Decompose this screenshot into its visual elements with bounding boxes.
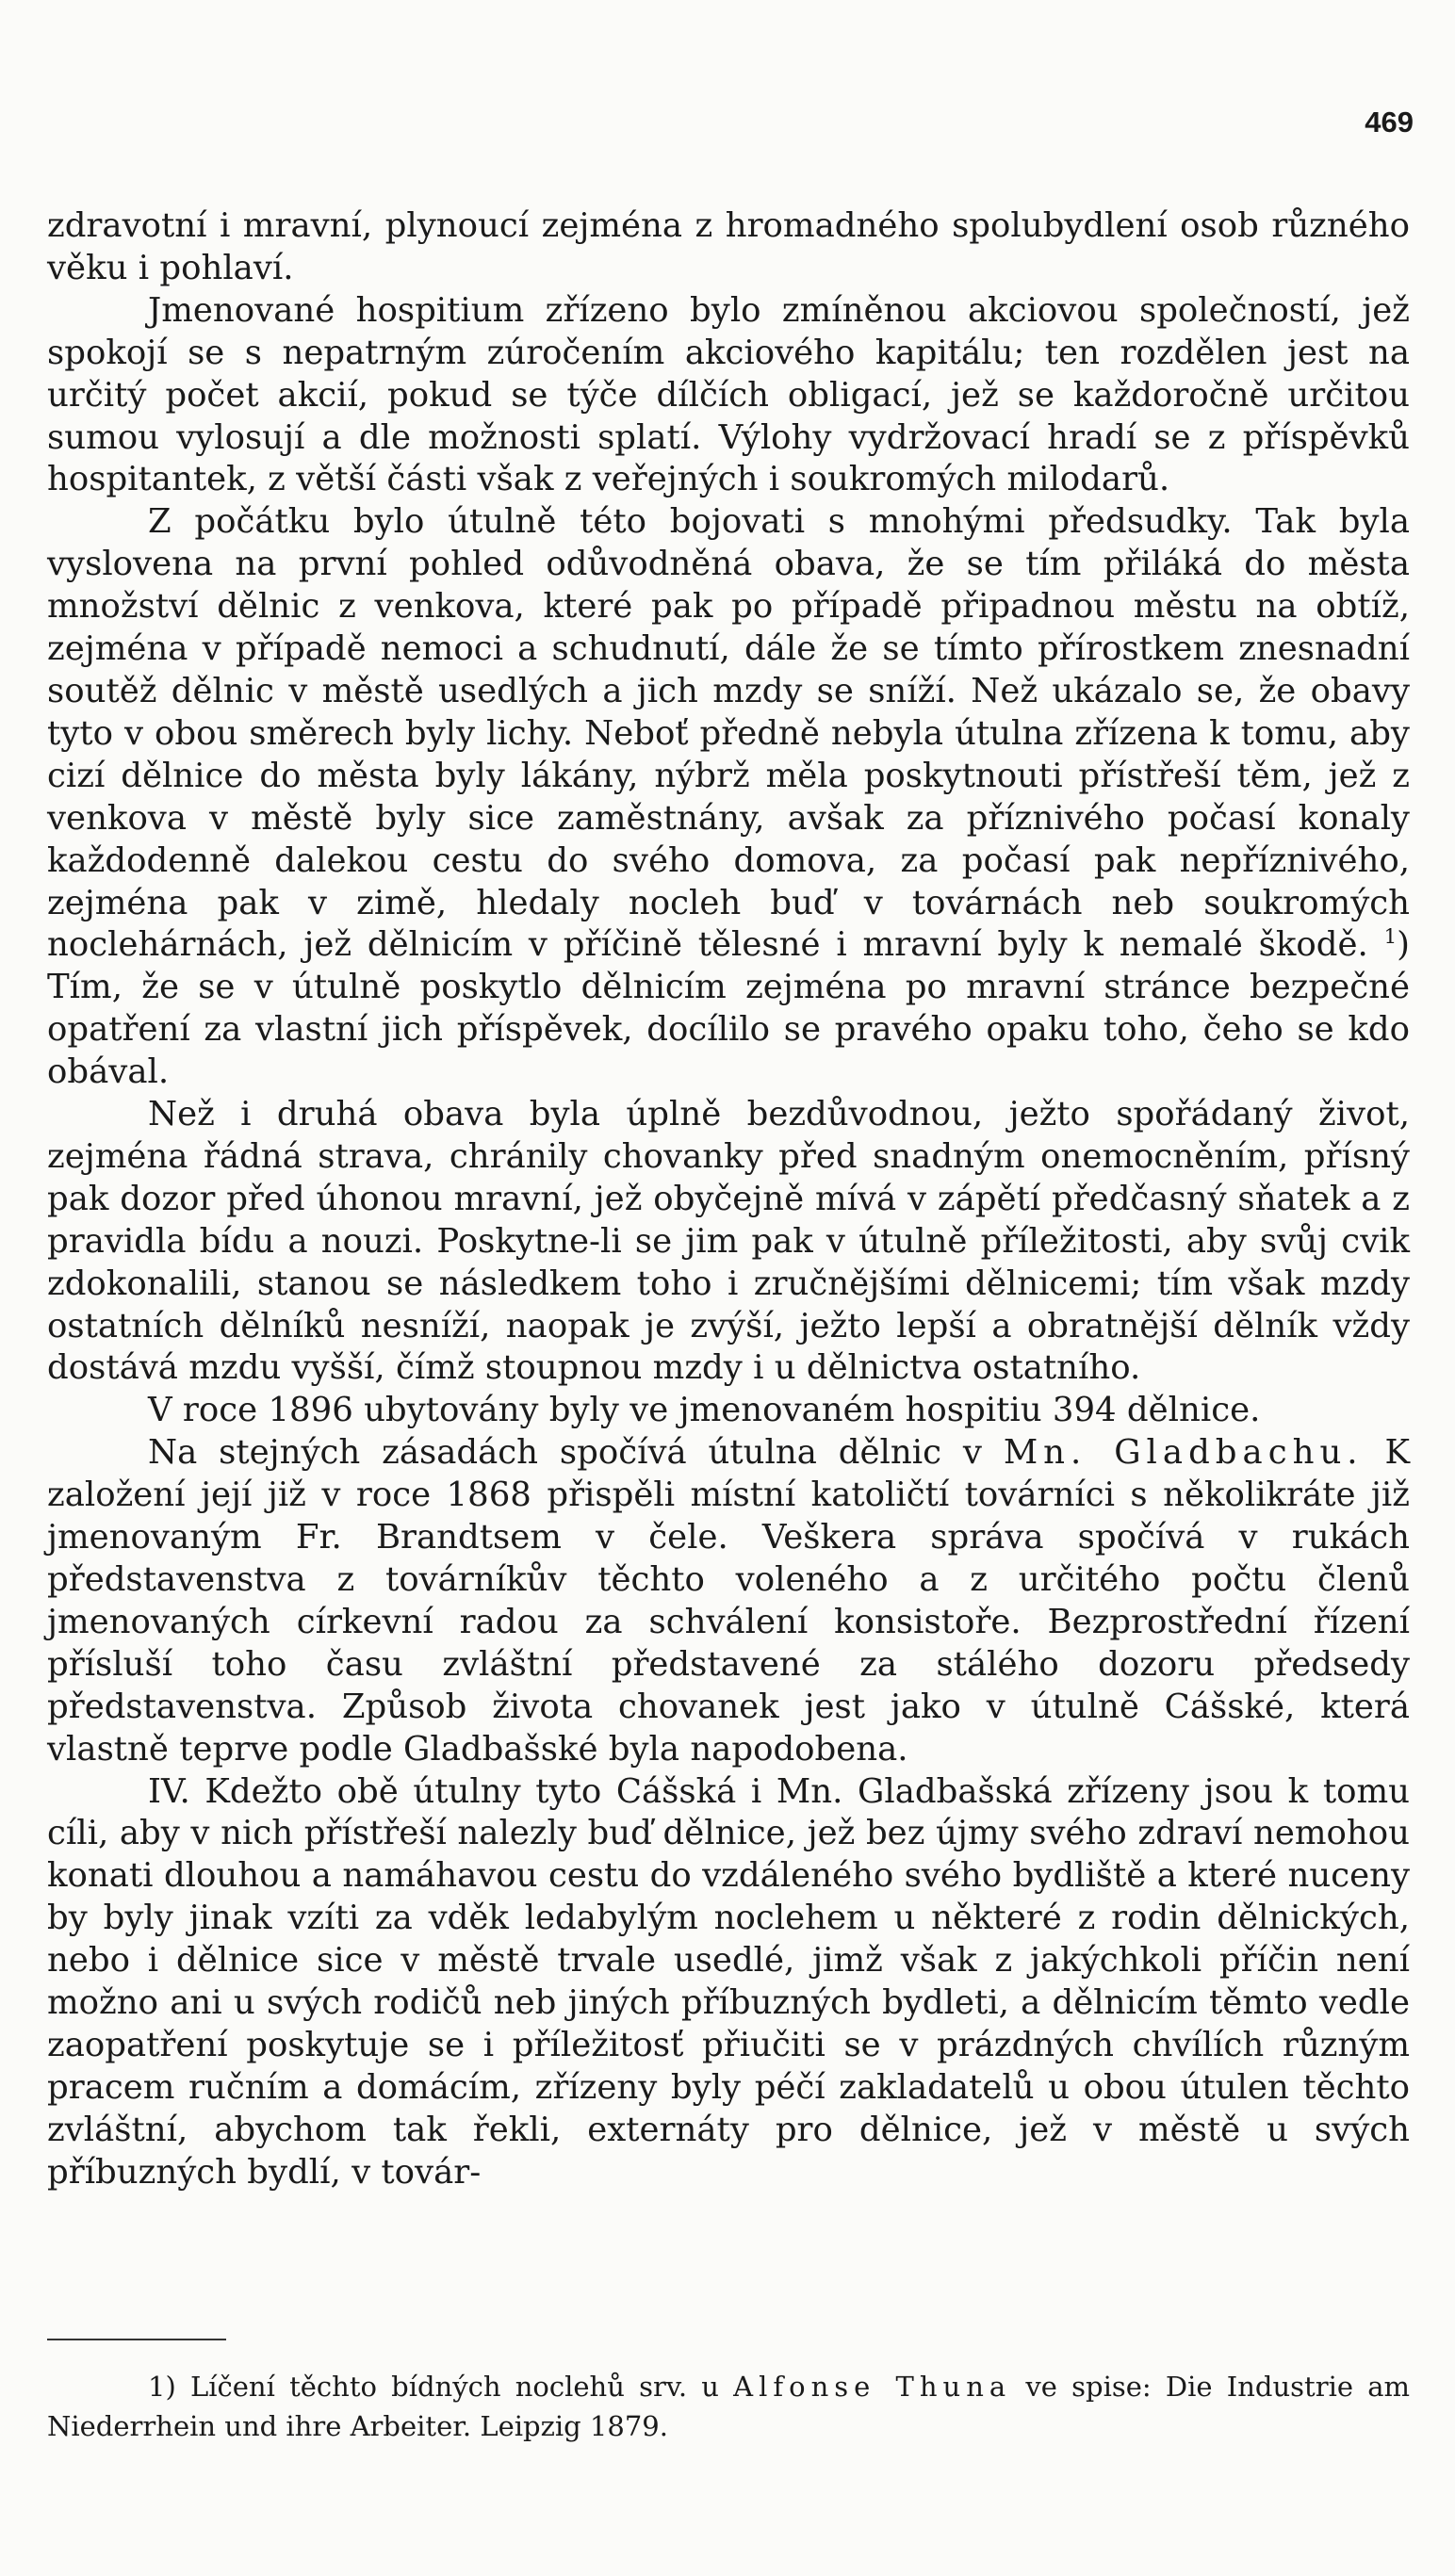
paragraph-text: K založení její již v roce 1868 přispěli místní katoličtí továrníci s několikráte již jmenovaným Fr. Brandtsem v čele. Veškera správa spočívá v rukách představenstva z továrníkův těchto voleného a z určitého počtu členů jmenovaných církevní radou za schválení konsistoře. Bezprostřední řízení přísluší toho času zvláštní představené za stálého dozoru předsedy představenstva. Způsob života chovanek jest jako v útulně Cášské, která vlastně teprve podle Gladbašské byla napodobena. bbox=[47, 1433, 1411, 1769]
paragraph-text: Z počátku bylo útulně této bojovati s mnohými předsudky. Tak byla vyslovena na první pohled odůvodněná obava, že se tím přiláká do města množství dělnic z venkova, které pak po případě připadnou městu na obtíž, zejména v případě nemoci a schudnutí, dále že se tímto přírostkem znesnadní soutěž dělnic v městě usedlých a jich mzdy se sníží. Než ukázalo se, že obavy tyto v obou směrech byly lichy. Neboť předně nebyla útulna zřízena k tomu, aby cizí dělnice do města byly lákány, nýbrž měla poskytnouti přístřeší těm, jež z venkova v městě byly sice zaměstnány, avšak za příznivého počasí konaly každodenně dalekou cestu do svého domova, za počasí pak nepříznivého, zejména pak v zimě, hledaly nocleh buď v továrnách neb soukromých noclehárnách, jež dělnicím v příčině tělesné i mravní byly k nemalé škodě. bbox=[47, 502, 1410, 965]
footnote bbox=[47, 2367, 1410, 2446]
city-name: Mn. Gladbachu. bbox=[1003, 1433, 1364, 1473]
paragraph-text: Na stejných zásadách spočívá útulna dělnic v bbox=[148, 1433, 982, 1473]
paragraph bbox=[47, 1771, 1410, 2194]
paragraph-text: Kdežto obě útulny tyto Cášská i Mn. Gladbašská zřízeny jsou k tomu cíli, aby v nich přístřeší nalezly buď dělnice, jež bez újmy svého zdraví nemohou konati dlouhou a namáhavou cestu do vzdáleného svého bydliště a které nuceny by byly jinak vzíti za vděk ledabylým noclehem u některé z rodin dělnických, nebo i dělnice sice v městě trvale usedlé, jimž však z jakýchkoli příčin není možno ani u svých rodičů neb jiných příbuzných bydleti, a dělnicím těmto vedle zaopatření poskytuje se i příležitosť přiučiti se v prázdných chvílích různým pracem ručním a domácím, zřízeny byly péčí zakladatelů u obou útulen těchto zvláštní, abychom tak řekli, externáty pro dělnice, jež v městě u svých příbuzných bydlí, v továr- bbox=[47, 1771, 1410, 2192]
footnote-marker: 1) bbox=[148, 2371, 176, 2403]
paragraph: Než i druhá obava byla úplně bezdůvodnou, ježto spořádaný život, zejména řádná strava, chránily chovanky před snadným onemocněním, přísný pak dozor před úhonou mravní, jež obyčejně mívá v zápětí předčasný sňatek a z pravidla bídu a nouzi. Poskytne-li se jim pak v útulně příležitosti, aby svůj cvik zdokonalili, stanou se následkem toho i zručnějšími dělnicemi; tím však mzdy ostatních dělníků nesníží, naopak je zvýší, ježto lepší a obratnější dělník vždy dostává mzdu vyšší, čímž stoupnou mzdy i u dělnictva ostatního. bbox=[47, 1095, 1410, 1388]
paragraph-text: Tím, že se v útulně poskytlo dělnicím zejména po mravní stránce bezpečné opatření za vlastní jich příspěvek, docílilo se pravého opaku toho, čeho se kdo obával. bbox=[47, 968, 1410, 1092]
footnote-divider bbox=[47, 2339, 226, 2340]
paragraph: V roce 1896 ubytovány byly ve jmenovaném hospitiu 394 dělnice. bbox=[148, 1391, 1261, 1430]
paragraph: Jmenované hospitium zřízeno bylo zmíněnou akciovou společností, jež spokojí se s nepatrným zúročením akciového kapitálu; ten rozdělen jest na určitý počet akcií, pokud se týče dílčích obligací, jež se každoročně určitou sumou vylosují a dle možnosti splatí. Výlohy vydržovací hradí se z příspěvků hospitantek, z větší části však z veřejných i soukromých milodarů. bbox=[47, 290, 1410, 499]
paragraph: Z počátku bylo útulně této bojovati s mnohými předsudky. Tak byla vyslovena na první pohled odůvodněná obava, že se tím přiláká do města množství dělnic z venkova, které pak po případě připadnou městu na obtíž, zejména v případě nemoci a schudnutí, dále že se tímto přírostkem znesnadní soutěž dělnic v městě usedlých a jich mzdy se sníží. Než ukázalo se, že obavy tyto v obou směrech byly lichy. Neboť předně nebyla útulna zřízena k tomu, aby cizí dělnice do města byly lákány, nýbrž měla poskytnouti přístřeší těm, jež z venkova v městě byly sice zaměstnány, avšak za příznivého počasí konaly každodenně dalekou cestu do svého domova, za počasí pak nepříznivého, zejména pak v zimě, hledaly nocleh buď v továrnách neb soukromých noclehárnách, jež dělnicím v příčině tělesné i mravní byly k nemalé škodě. $^1$) Tím, že se v útulně poskytlo dělnicím zejména po mravní stránce bezpečné opatření za vlastní jich příspěvek, docílilo se pravého opaku toho, čeho se kdo obával. bbox=[47, 502, 1410, 1092]
paragraph bbox=[47, 1432, 1410, 1770]
footnote-lead: Líčení těchto bídných noclehů srv. u bbox=[189, 2371, 719, 2403]
footnote-text bbox=[47, 2367, 1410, 2446]
footnote-rest: ve spise: Die Industrie am Niederrhein und ihre Arbeiter. Leipzig 1879. bbox=[47, 2371, 1411, 2442]
paragraph: zdravotní i mravní, plynoucí zejména z hromadného spolubydlení osob různého věku i pohlaví. bbox=[47, 206, 1410, 287]
footnote-marker: 1 bbox=[1383, 925, 1398, 950]
page-number: 469 bbox=[1365, 106, 1414, 139]
footnote-author: Alfonse Thuna bbox=[733, 2371, 1012, 2403]
section-label: IV. bbox=[148, 1771, 190, 1811]
body-text bbox=[47, 205, 1410, 2194]
